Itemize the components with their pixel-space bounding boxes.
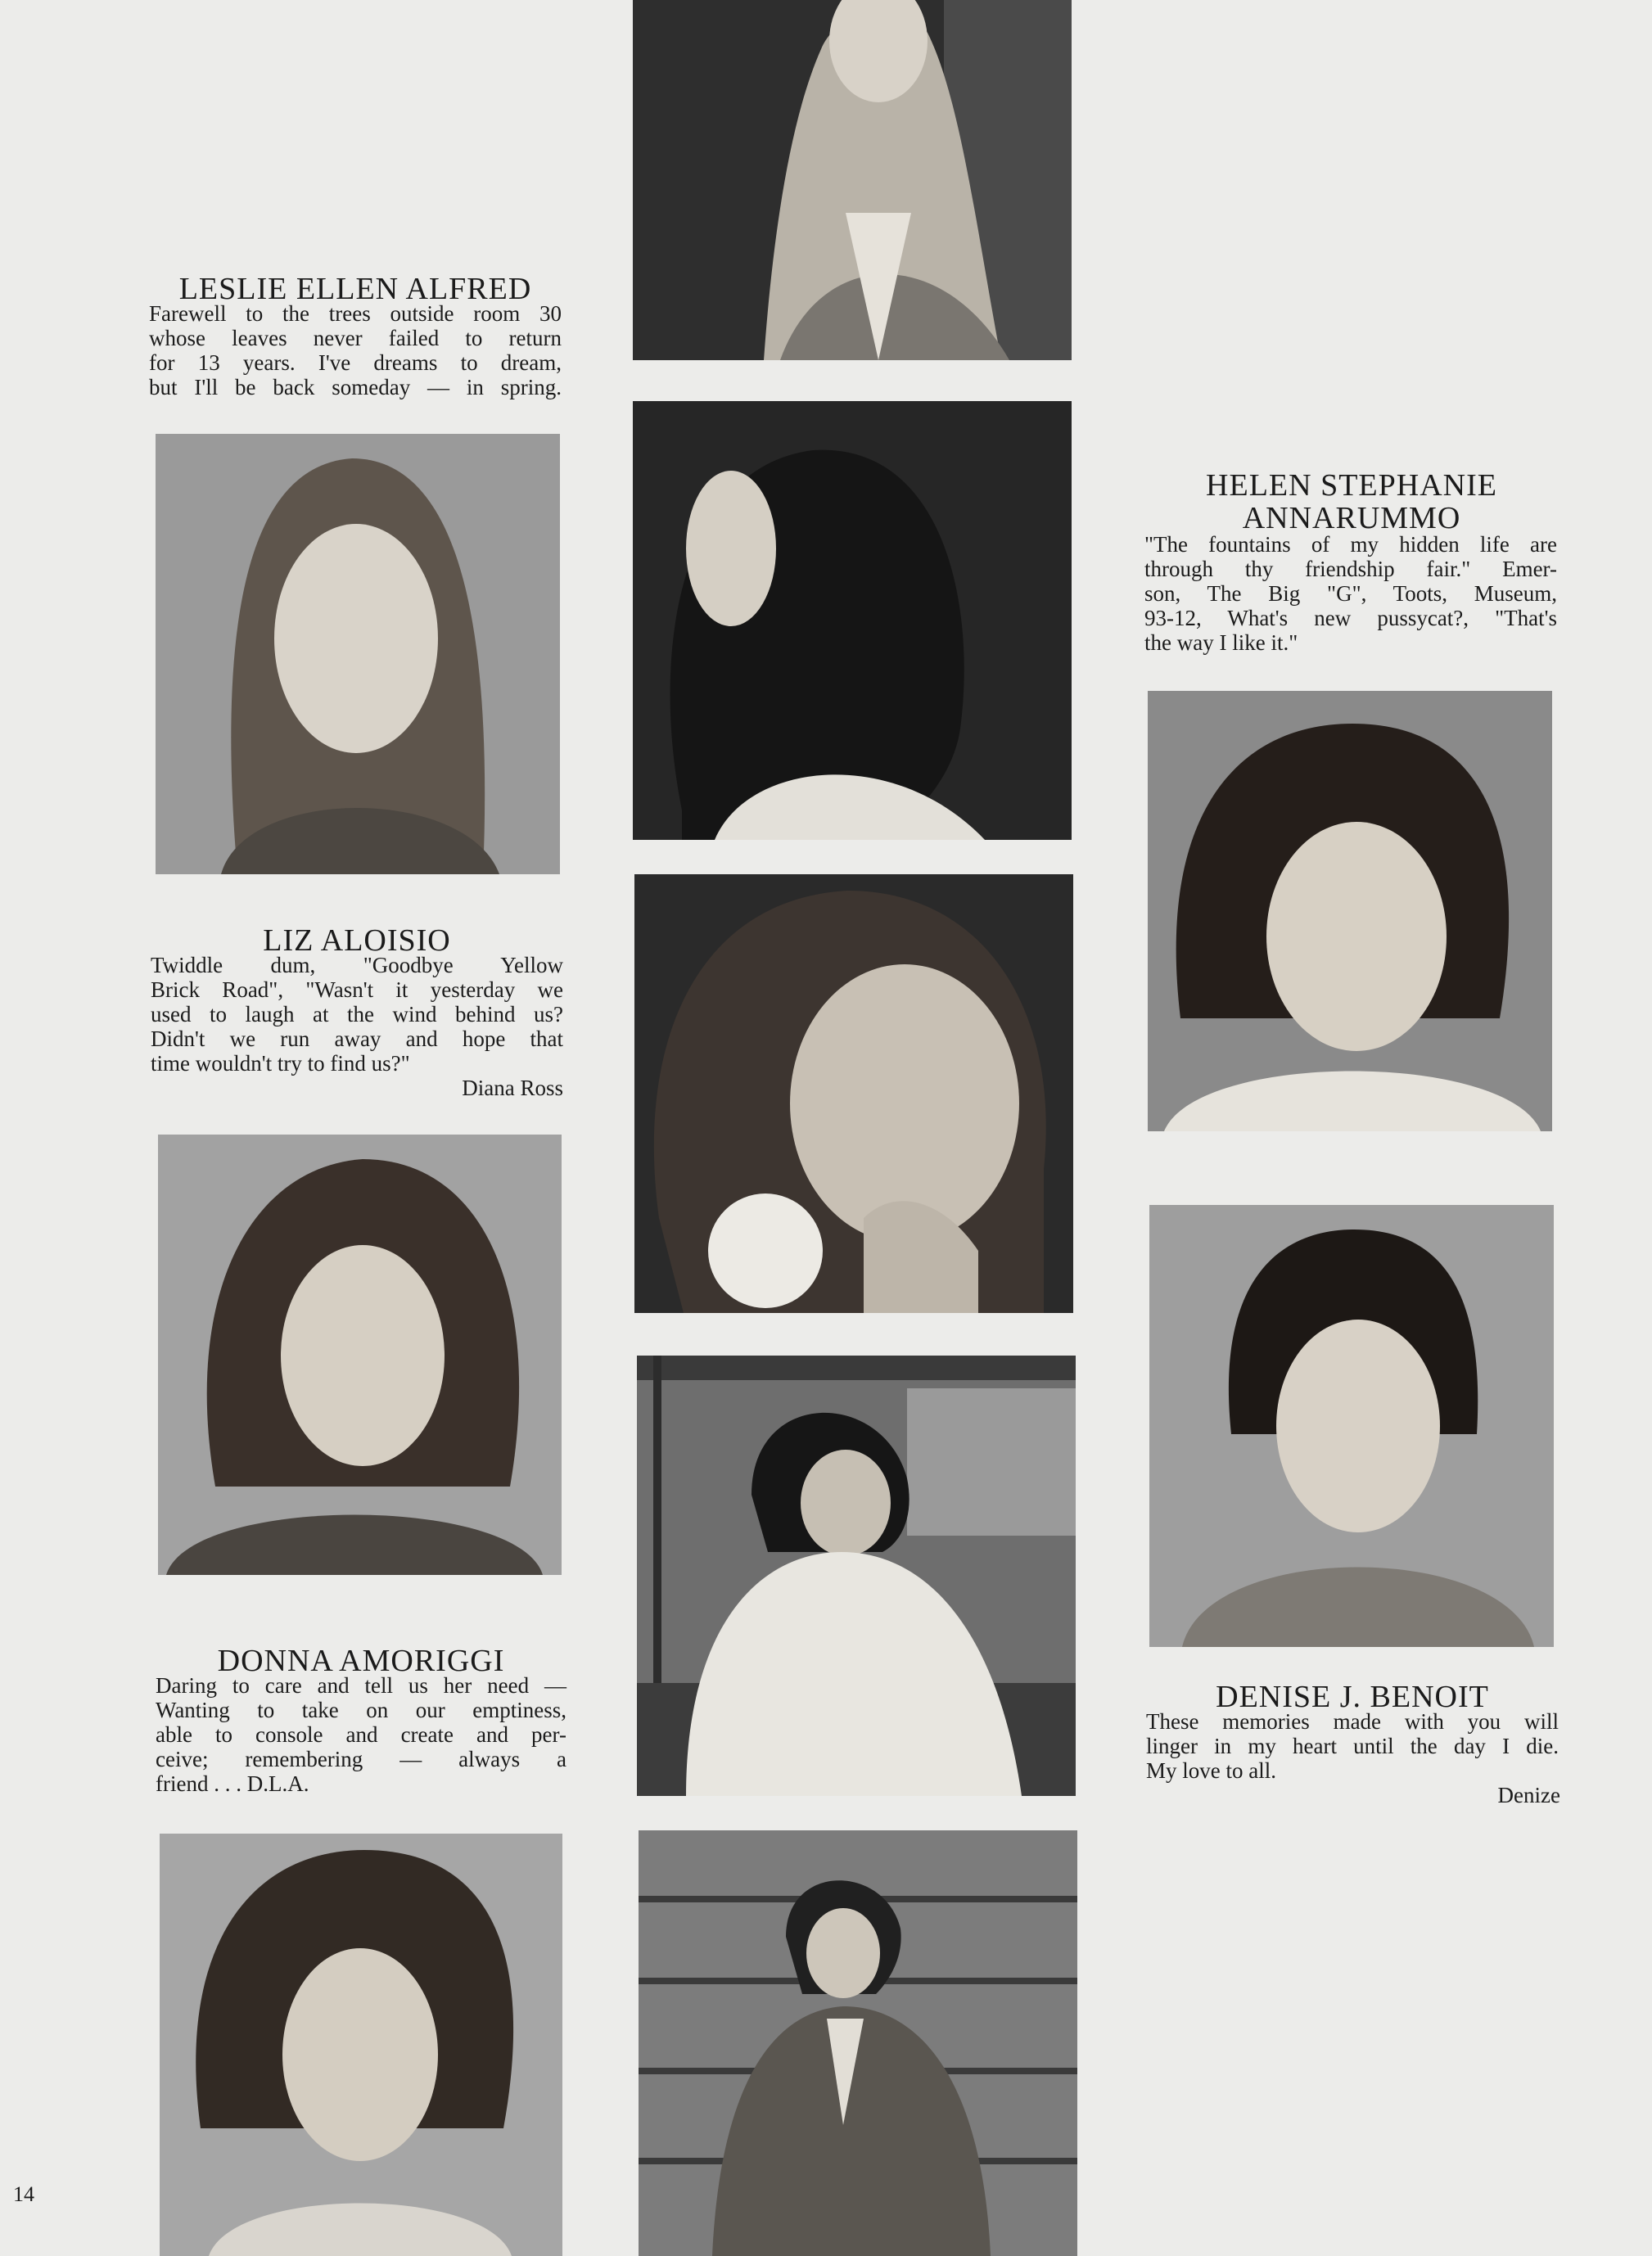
- quote-line: the way I like it.": [1144, 630, 1298, 655]
- quote-line: linger in my heart until the day I die.: [1146, 1734, 1559, 1758]
- quote-line: whose leaves never failed to return: [149, 326, 562, 350]
- quote-line: These memories made with you will: [1146, 1709, 1559, 1734]
- student-name: LESLIE ELLEN ALFRED: [178, 272, 532, 306]
- portrait-photo-donna-amoriggi: [160, 1834, 562, 2256]
- quote-line: Brick Road", "Wasn't it yesterday we: [151, 977, 563, 1002]
- quote-line: "The fountains of my hidden life are: [1144, 532, 1557, 557]
- student-name-line: ANNARUMMO: [1242, 501, 1461, 535]
- portrait-photo-leslie-ellen-alfred: [156, 434, 560, 874]
- student-name: [1146, 470, 1557, 534]
- quote-attribution: Diana Ross: [462, 1076, 563, 1100]
- quote-line: Wanting to take on our emptiness,: [156, 1698, 566, 1722]
- quote-line: Daring to care and tell us her need —: [156, 1673, 566, 1698]
- quote-line: able to console and create and per-: [156, 1722, 566, 1747]
- quote-line: Farewell to the trees outside room 30: [149, 301, 562, 326]
- quote-attribution: Denize: [1497, 1783, 1560, 1807]
- student-name: LIZ ALOISIO: [263, 923, 451, 958]
- quote-line: but I'll be back someday — in spring.: [149, 375, 562, 399]
- quote-line: through thy friendship fair." Emer-: [1144, 557, 1557, 581]
- student-quote: [149, 301, 562, 399]
- student-quote: [1146, 1709, 1559, 1783]
- candid-photo-2: [633, 401, 1072, 840]
- student-quote: [156, 1673, 566, 1796]
- page-number: 14: [13, 2182, 34, 2206]
- portrait-photo-denise-j-benoit: [1149, 1205, 1554, 1647]
- portrait-photo-liz-aloisio: [158, 1135, 562, 1575]
- student-quote: [151, 953, 563, 1076]
- quote-line: used to laugh at the wind behind us?: [151, 1002, 563, 1026]
- quote-line: 93-12, What's new pussycat?, "That's: [1144, 606, 1557, 630]
- quote-line: My love to all.: [1146, 1758, 1276, 1783]
- quote-line: for 13 years. I've dreams to dream,: [149, 350, 562, 375]
- portrait-photo-helen-stephanie-annarummo: [1148, 691, 1552, 1131]
- quote-line: time wouldn't try to find us?": [151, 1051, 410, 1076]
- quote-line: Twiddle dum, "Goodbye Yellow: [151, 953, 563, 977]
- student-name: DENISE J. BENOIT: [1216, 1680, 1489, 1714]
- candid-photo-5: [639, 1830, 1077, 2256]
- candid-photo-1: [633, 0, 1072, 360]
- quote-line: friend . . . D.L.A.: [156, 1771, 309, 1796]
- quote-line: Didn't we run away and hope that: [151, 1026, 563, 1051]
- candid-photo-4: [637, 1356, 1076, 1796]
- quote-line: ceive; remembering — always a: [156, 1747, 566, 1771]
- quote-line: son, The Big "G", Toots, Museum,: [1144, 581, 1557, 606]
- student-name: DONNA AMORIGGI: [217, 1644, 505, 1678]
- student-quote: [1144, 532, 1557, 655]
- student-name-line: HELEN STEPHANIE: [1206, 468, 1497, 503]
- candid-photo-3: [634, 874, 1073, 1313]
